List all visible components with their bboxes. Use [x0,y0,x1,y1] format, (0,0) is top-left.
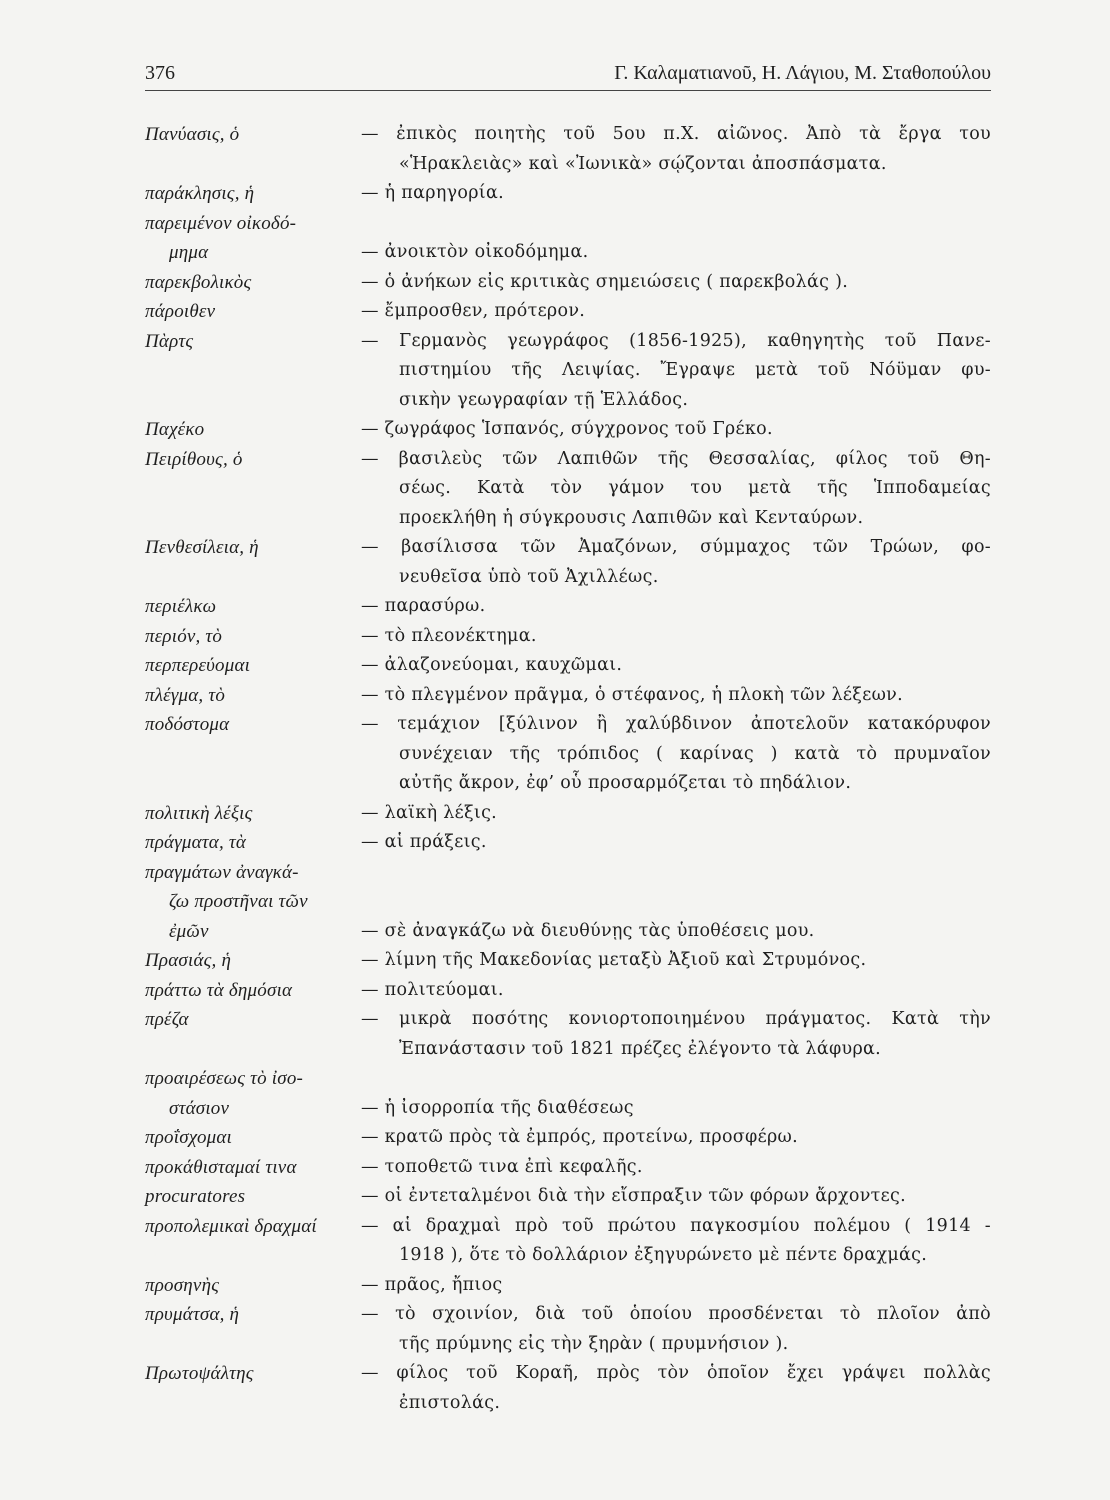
term-line: στάσιον [169,1097,230,1119]
definition-line: — τεμάχιον [ξύλινον ἢ χαλύβδινον ἀποτελοῦν κατακόρυφον [361,714,991,734]
entry-term [145,1300,375,1330]
entry-definition [361,858,991,947]
definition-line: — πολιτεύομαι. [361,979,504,1000]
glossary-entry [0,1182,1110,1212]
entry-term [145,1271,375,1301]
glossary-entry [0,1359,1110,1418]
definition-line: — οἱ ἐντεταλμένοι διὰ τὴν εἴσπραξιν τῶν φόρων ἄρχοντες. [361,1186,906,1206]
definition-line: — βασιλεὺς τῶν Λαπιθῶν τῆς Θεσσαλίας, φίλος τοῦ Θη- [361,448,991,469]
definition-line: — τὸ πλεγμένον πρᾶγμα, ὁ στέφανος, ἡ πλοκὴ τῶν λέξεων. [361,684,903,705]
glossary-entry [0,415,1110,445]
entry-definition [361,592,991,622]
definition-line: — ἡ ἰσορροπία τῆς διαθέσεως [361,1097,634,1118]
glossary-entry [0,297,1110,327]
definition-line: — ἡ παρηγορία. [361,183,504,203]
term-line: πλέγμα, τὸ [145,684,226,706]
entry-term [145,828,375,858]
definition-line: — τὸ πλεονέκτημα. [361,625,537,646]
entry-definition [361,179,991,209]
term-line: πράγματα, τὰ [145,832,247,853]
definition-line: — αἱ δραχμαὶ πρὸ τοῦ πρώτου παγκοσμίου πολέμου ( 1914 - [361,1215,991,1236]
glossary-entry [0,445,1110,534]
entry-definition [361,681,991,711]
entry-term [145,1153,375,1183]
term-line: Πρωτοψάλτης [145,1363,254,1384]
term-line: προπολεμικαὶ δραχμαί [145,1215,317,1237]
term-line: περιόν, τὸ [145,625,223,647]
entry-term [145,681,375,711]
term-line: Πανύασις, ὁ [145,124,240,145]
glossary-entry [0,1123,1110,1153]
entry-term [145,946,375,976]
term-line: παράκλησις, ἡ [145,183,255,204]
term-line: πράττω τὰ δημόσια [145,979,293,1001]
definition-line: — ἀλαζονεύομαι, καυχῶμαι. [361,655,623,675]
definition-line: — λαϊκὴ λέξις. [361,802,498,823]
entry-definition [361,710,991,799]
definition-line: — κρατῶ πρὸς τὰ ἐμπρός, προτείνω, προσφέρω. [361,1127,798,1147]
glossary-entry [0,327,1110,416]
entry-term [145,297,375,327]
entry-term [145,710,375,740]
term-line: μημα [169,242,209,263]
entry-term [145,327,375,357]
term-line: ποδόστομα [145,714,230,735]
entry-term [145,533,375,563]
term-line: πρέζα [145,1009,189,1030]
entry-definition [361,651,991,681]
definition-line: προεκλήθη ἡ σύγκρουσις Λαπιθῶν καὶ Κενταύρων. [399,507,864,528]
entry-term [145,209,375,268]
glossary-entry [0,651,1110,681]
term-line: πρυμάτσα, ἡ [145,1304,240,1325]
definition-line: — ἀνοικτὸν οἰκοδόμημα. [361,242,589,262]
entry-definition [361,1300,991,1359]
term-line: πολιτικὴ λέξις [145,802,253,824]
entry-definition [361,1359,991,1418]
definition-line: — ὁ ἀνήκων εἰς κριτικὰς σημειώσεις ( παρεκβολάς ). [361,271,849,292]
entry-term [145,1064,375,1123]
definition-line: — μικρὰ ποσότης κονιορτοποιημένου πράγματος. Κατὰ τὴν [361,1009,991,1029]
definition-line: — βασίλισσα τῶν Ἀμαζόνων, σύμμαχος τῶν Τρώων, φο- [361,537,991,557]
entry-definition [361,799,991,829]
term-line: προαιρέσεως τὸ ἰσο- [145,1068,304,1089]
glossary-entry [0,828,1110,858]
entry-term [145,268,375,298]
glossary-entry [0,1064,1110,1123]
term-line: πάροιθεν [145,301,216,322]
definition-line: τῆς πρύμνης εἰς τὴν ξηρὰν ( πρυμνήσιον ). [399,1333,789,1354]
definition-line: ἐπιστολάς. [399,1392,501,1413]
entry-definition [361,946,991,976]
glossary-list [0,120,1110,1418]
glossary-entry [0,681,1110,711]
running-title: Γ. Καλαματιανοῦ, Η. Λάγιου, Μ. Σταθοπούλου [614,62,991,84]
term-line: παρεκβολικὸς [145,271,252,293]
definition-line: Ἐπανάστασιν τοῦ 1821 πρέζες ἐλέγοντο τὰ λάφυρα. [399,1038,882,1059]
entry-definition [361,415,991,445]
term-line: Πρασιάς, ἡ [145,950,232,971]
definition-line: — αἱ πράξεις. [361,832,487,852]
term-line: προΐσχομαι [145,1127,233,1148]
entry-term [145,592,375,622]
page-number: 376 [145,62,175,84]
entry-definition [361,533,991,592]
glossary-entry [0,209,1110,268]
definition-line: — σὲ ἀναγκάζω νὰ διευθύνῃς τὰς ὑποθέσεις μου. [361,920,815,941]
definition-line [361,1064,991,1094]
entry-definition [361,268,991,298]
glossary-entry [0,1212,1110,1271]
entry-term [145,976,375,1006]
definition-line: σικὴν γεωγραφίαν τῇ Ἑλλάδος. [399,389,689,410]
definition-line: — Γερμανὸς γεωγράφος (1856-1925), καθηγητὴς τοῦ Πανε- [361,330,991,351]
entry-term [145,1123,375,1153]
glossary-entry [0,533,1110,592]
glossary-entry [0,1300,1110,1359]
term-line: Πενθεσίλεια, ἡ [145,537,259,558]
term-line: ζω προστῆναι τῶν [169,891,308,912]
entry-definition [361,1064,991,1123]
glossary-entry [0,799,1110,829]
definition-line [361,858,991,888]
entry-term [145,622,375,652]
glossary-entry [0,946,1110,976]
definition-line: — λίμνη τῆς Μακεδονίας μεταξὺ Ἀξιοῦ καὶ Στρυμόνος. [361,950,867,970]
definition-line [361,209,991,239]
entry-definition [361,1182,991,1212]
term-line: πραγμάτων ἀναγκά- [145,861,299,883]
entry-term [145,651,375,681]
entry-term [145,445,375,475]
page-header [145,60,991,91]
entry-definition [361,297,991,327]
term-line: περιέλκω [145,596,217,617]
entry-definition [361,445,991,534]
term-line: ἐμῶν [169,920,209,942]
glossary-entry [0,858,1110,947]
definition-line: αὐτῆς ἄκρον, ἐφ’ οὗ προσαρμόζεται τὸ πηδάλιον. [399,773,852,793]
definition-line: — ζωγράφος Ἱσπανός, σύγχρονος τοῦ Γρέκο. [361,419,773,439]
entry-definition [361,1123,991,1153]
definition-line: — παρασύρω. [361,596,486,616]
entry-definition [361,622,991,652]
entry-term [145,1212,375,1242]
entry-definition [361,1153,991,1183]
entry-term [145,799,375,829]
entry-term [145,1359,375,1389]
entry-term [145,1182,375,1212]
entry-term [145,415,375,445]
glossary-entry [0,179,1110,209]
definition-line: πιστημίου τῆς Λειψίας. Ἔγραψε μετὰ τοῦ Νόϋμαν φυ- [399,360,991,380]
definition-line: — φίλος τοῦ Κοραῆ, πρὸς τὸν ὁποῖον ἔχει γράψει πολλὰς [361,1363,991,1383]
glossary-entry [0,1271,1110,1301]
definition-line: — τοποθετῶ τινα ἐπὶ κεφαλῆς. [361,1156,643,1177]
entry-definition [361,1005,991,1064]
term-line: Παχέκο [145,419,205,440]
glossary-entry [0,592,1110,622]
entry-term [145,858,375,947]
definition-line: «Ἡρακλειὰς» καὶ «Ἰωνικὰ» σῴζονται ἀποσπάσματα. [399,153,887,174]
term-line: procuratores [145,1186,246,1207]
glossary-entry [0,622,1110,652]
definition-line: νευθεῖσα ὑπὸ τοῦ Ἀχιλλέως. [399,566,659,587]
entry-definition [361,120,991,179]
term-line: προκάθισταμαί τινα [145,1156,297,1178]
glossary-entry [0,1005,1110,1064]
definition-line: σέως. Κατὰ τὸν γάμον του μετὰ τῆς Ἱπποδαμείας [399,478,991,498]
definition-line: — ἐπικὸς ποιητὴς τοῦ 5ου π.Χ. αἰῶνος. Ἀπὸ τὰ ἔργα του [361,124,991,144]
entry-definition [361,327,991,416]
entry-definition [361,1271,991,1301]
definition-line: — ἔμπροσθεν, πρότερον. [361,301,586,321]
term-line: παρειμένον οἰκοδό- [145,212,297,234]
entry-term [145,179,375,209]
entry-definition [361,828,991,858]
glossary-entry [0,120,1110,179]
term-line: Πειρίθους, ὁ [145,448,243,470]
glossary-entry [0,976,1110,1006]
entry-term [145,1005,375,1035]
definition-line: — πρᾶος, ἤπιος [361,1274,503,1295]
entry-definition [361,976,991,1006]
definition-line [361,887,991,917]
entry-term [145,120,375,150]
entry-definition [361,1212,991,1271]
term-line: προσηνὴς [145,1274,220,1296]
glossary-entry [0,710,1110,799]
glossary-entry [0,268,1110,298]
definition-line: — τὸ σχοινίον, διὰ τοῦ ὁποίου προσδένεται τὸ πλοῖον ἀπὸ [361,1304,991,1324]
glossary-entry [0,1153,1110,1183]
term-line: περπερεύομαι [145,655,251,676]
definition-line: συνέχειαν τῆς τρόπιδος ( καρίνας ) κατὰ τὸ πρυμναῖον [399,743,991,764]
definition-line: 1918 ), ὅτε τὸ δολλάριον ἐξηγυρώνετο μὲ πέντε δραχμάς. [399,1245,928,1265]
entry-definition [361,209,991,268]
term-line: Πὰρτς [145,330,194,352]
